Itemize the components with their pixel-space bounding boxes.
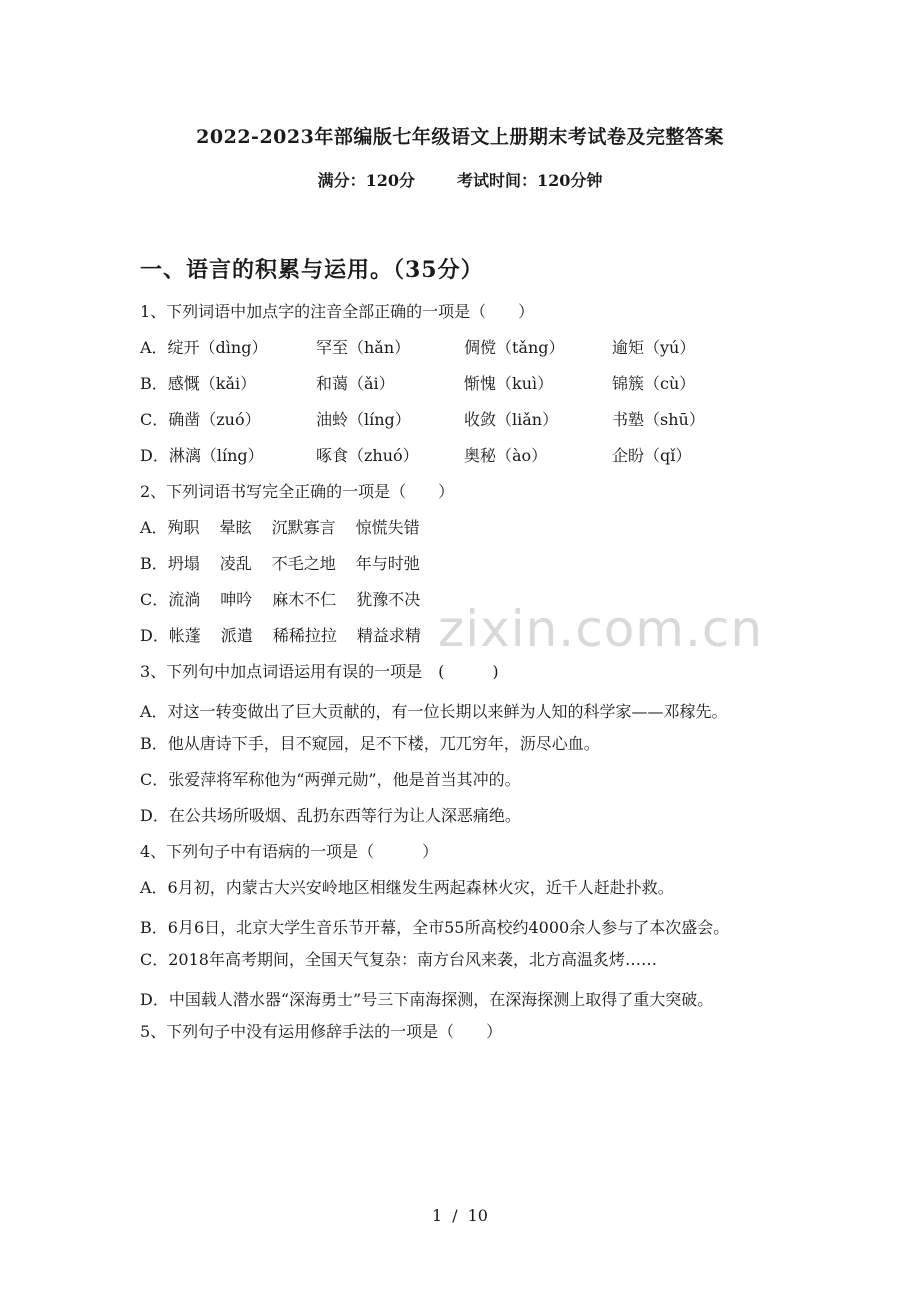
q2-option-a (140, 514, 780, 550)
question-3-stem: 3、下列句中加点词语运用有误的一项是 ( ) (140, 662, 499, 681)
q1-a-word2: 罕至（hǎn） (316, 338, 411, 357)
q1-c-word2: 油蛉（líng） (316, 410, 411, 429)
q2-c-word3: 麻木不仁 (272, 590, 337, 609)
q2-c-word4: 犹豫不决 (356, 590, 421, 609)
q2-d-word3: 稀稀拉拉 (272, 626, 337, 645)
q1-option-b (140, 370, 780, 406)
q4-option-b: B．6月6日，北京大学生音乐节开幕，全市55所高校约4000余人参与了本次盛会。 (140, 918, 730, 937)
q1-a-word3: 倜傥（tǎng） (464, 338, 565, 357)
q2-b-word2: 凌乱 (219, 554, 252, 573)
question-5-stem: 5、下列句子中没有运用修辞手法的一项是（ ） (140, 1022, 503, 1041)
q4-option-a: A．6月初，内蒙古大兴安岭地区相继发生两起森林火灾，近千人赶赴扑救。 (140, 878, 674, 897)
q2-c-word1: C．流淌 (140, 590, 201, 609)
q4-option-d: D．中国载人潜水器“深海勇士”号三下南海探测，在深海探测上取得了重大突破。 (140, 990, 714, 1009)
q2-d-word2: 派遣 (220, 626, 253, 645)
q1-c-word1: C．确凿（zuó） (140, 410, 261, 429)
q2-c-word2: 呻吟 (220, 590, 253, 609)
q1-option-d (140, 442, 780, 478)
exam-info (0, 168, 920, 191)
q1-a-word4: 逾矩（yú） (612, 338, 696, 357)
q2-d-word1: D．帐蓬 (140, 626, 201, 645)
q2-a-word1: A．殉职 (140, 518, 200, 537)
q2-option-b (140, 550, 780, 586)
q2-a-word2: 晕眩 (219, 518, 252, 537)
q2-b-word1: B．坍塌 (140, 554, 200, 573)
q1-d-word3: 奥秘（ào） (464, 446, 548, 465)
q2-a-word3: 沉默寡言 (271, 518, 336, 537)
q3-option-c: C．张爱萍将军称他为“两弹元勋”，他是首当其冲的。 (140, 770, 521, 789)
exam-time: 考试时间：120分钟 (457, 171, 603, 190)
watermark: zixin.com.cn (438, 600, 764, 658)
q2-a-word4: 惊慌失错 (355, 518, 420, 537)
q1-c-word3: 收敛（liǎn） (464, 410, 559, 429)
q1-b-word1: B．感慨（kǎi） (140, 374, 257, 393)
q2-option-c (140, 586, 780, 622)
full-score: 满分：120分 (317, 171, 415, 190)
q1-b-word3: 惭愧（kuì） (464, 374, 554, 393)
q1-a-word1: A．绽开（dìng） (140, 338, 268, 357)
q1-c-word4: 书塾（shū） (612, 410, 705, 429)
q1-d-word2: 啄食（zhuó） (316, 446, 419, 465)
q2-b-word3: 不毛之地 (271, 554, 336, 573)
q3-option-b: B．他从唐诗下手，目不窥园，足不下楼，兀兀穷年，沥尽心血。 (140, 734, 600, 753)
page-number (0, 1206, 920, 1225)
q4-option-c: C．2018年高考期间，全国天气复杂：南方台风来袭，北方高温炙烤…… (140, 950, 657, 969)
q2-option-d (140, 622, 780, 658)
page-separator: / (452, 1206, 458, 1225)
q1-option-c (140, 406, 780, 442)
q3-option-a: A．对这一转变做出了巨大贡献的，有一位长期以来鲜为人知的科学家——邓稼先。 (140, 702, 728, 721)
q1-d-word1: D．淋漓（líng） (140, 446, 264, 465)
q3-option-d: D．在公共场所吸烟、乱扔东西等行为让人深恶痛绝。 (140, 806, 521, 825)
question-2-stem: 2、下列词语书写完全正确的一项是（ ） (140, 482, 455, 501)
q1-option-a (140, 334, 780, 370)
question-1-stem: 1、下列词语中加点字的注音全部正确的一项是（ ） (140, 302, 535, 321)
q1-b-word4: 锦簇（cù） (612, 374, 696, 393)
questions (140, 298, 780, 1054)
page-total: 10 (467, 1206, 488, 1225)
document-title: 2022-2023年部编版七年级语文上册期末考试卷及完整答案 (196, 126, 724, 148)
q2-d-word4: 精益求精 (356, 626, 421, 645)
page-current: 1 (432, 1206, 443, 1225)
q2-b-word4: 年与时弛 (355, 554, 420, 573)
q1-b-word2: 和蔼（ǎi） (316, 374, 395, 393)
q1-d-word4: 企盼（qǐ） (612, 446, 692, 465)
section-heading: 一、语言的积累与运用。（35分） (140, 257, 484, 283)
question-4-stem: 4、下列句子中有语病的一项是（ ） (140, 842, 439, 861)
